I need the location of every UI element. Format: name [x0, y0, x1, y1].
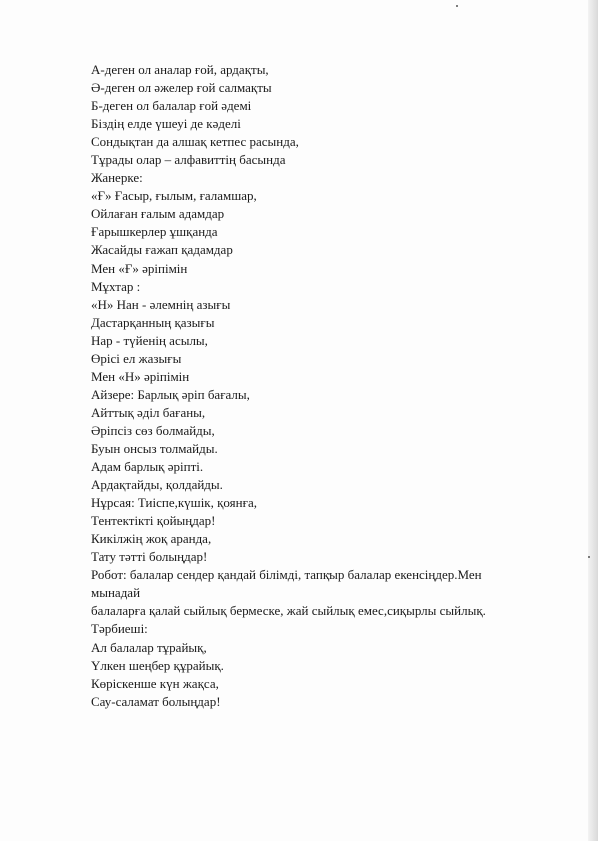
text-line: Үлкен шеңбер құрайық. — [91, 657, 224, 673]
text-line: Адам барлық әріпті. — [91, 459, 204, 475]
speaker-line: Робот: балалар сендер қандай білімді, тапқыр балалар екенсіңдер.Мен — [91, 567, 482, 583]
speaker-line: Айзере: Барлық әріп бағалы, — [91, 386, 250, 402]
text-line: Ойлаған ғалым адамдар — [91, 206, 225, 222]
text-line: Ардақтайды, қолдайды. — [91, 477, 223, 493]
text-line: Сондықтан да алшақ кетпес расында, — [91, 134, 299, 150]
document-text — [91, 61, 561, 711]
text-line: Тентектікті қойыңдар! — [91, 513, 216, 529]
text-line: «Н» Нан - әлемнің азығы — [91, 296, 231, 312]
text-line: Әріпсіз сөз болмайды, — [91, 422, 215, 438]
text-line: Айттық әділ бағаны, — [91, 404, 206, 420]
text-line: Жасайды ғажап қадамдар — [91, 242, 233, 258]
text-line: Нар - түйенің асылы, — [91, 332, 208, 348]
text-line: Ал балалар тұрайық, — [91, 639, 207, 655]
text-line: Ғарышкерлер ұшқанда — [91, 224, 218, 240]
speaker-line: Жанерке: — [91, 170, 143, 186]
scan-speck — [456, 5, 458, 7]
speaker-line: Нұрсая: Тиіспе,күшік, қоянға, — [91, 495, 257, 511]
page-edge-shadow — [588, 0, 598, 841]
text-line: Көріскенше күн жақса, — [91, 675, 219, 691]
text-line: Өрісі ел жазығы — [91, 350, 182, 366]
text-line: Мен «Н» әріпімін — [91, 368, 190, 384]
text-line: Тату тәтті болыңдар! — [91, 549, 208, 565]
text-line: А-деген ол аналар ғой, ардақты, — [91, 62, 269, 77]
text-line: Тұрады олар – алфавиттің басында — [91, 152, 286, 168]
text-line: Сау-саламат болыңдар! — [91, 693, 221, 709]
speaker-line: Мұхтар : — [91, 278, 141, 294]
text-line: балаларға қалай сыйлық бермеске, жай сыйлық емес,сиқырлы сыйлық. — [91, 603, 486, 619]
text-line: Дастарқанның қазығы — [91, 314, 215, 330]
text-line: Б-деген ол балалар ғой әдемі — [91, 98, 252, 114]
text-line: Буын онсыз толмайды. — [91, 440, 218, 456]
text-line: Мен «Ғ» әріпімін — [91, 260, 188, 276]
text-line: Біздің елде үшеуі де кәделі — [91, 116, 241, 132]
scan-speck — [588, 556, 590, 558]
text-line: мынадай — [91, 585, 141, 601]
speaker-line: Тәрбиеші: — [91, 621, 148, 637]
text-line: Кикілжің жоқ аранда, — [91, 531, 212, 547]
text-line: Ә-деген ол әжелер ғой салмақты — [91, 80, 272, 96]
text-line: «Ғ» Ғасыр, ғылым, ғаламшар, — [91, 188, 257, 204]
